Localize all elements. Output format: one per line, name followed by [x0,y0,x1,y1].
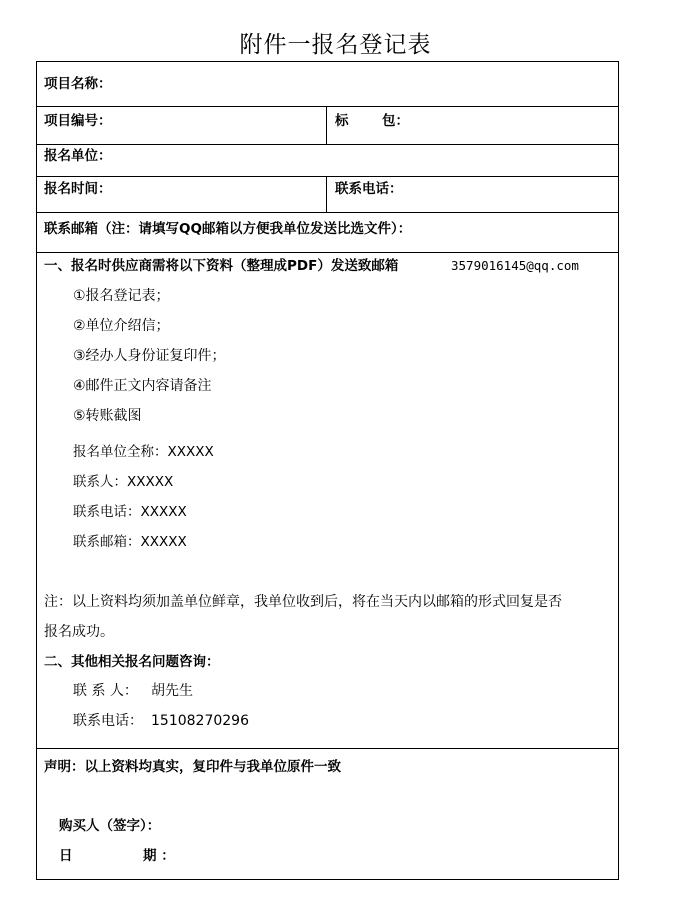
applicant-label: 报名单位： [44,148,112,164]
row-divider [37,252,618,253]
apply-time-label: 报名时间： [44,181,112,197]
column-divider [326,176,327,212]
inquiry-phone-value: 15108270296 [151,713,249,729]
row-divider [37,106,618,107]
footnote-line: 注：以上资料均须加盖单位鲜章，我单位收到后，将在当天内以邮箱的形式回复是否 [44,594,562,610]
date-label: 日 [59,848,73,864]
buyer-signature-label: 购买人（签字）： [59,818,161,834]
project-name-label: 项目名称： [44,76,112,92]
submission-email: 3579016145@qq.com [451,258,579,273]
inquiry-contact-label: 联 系 人： [73,683,138,699]
inquiry-phone-label: 联系电话： [73,713,143,729]
column-divider [326,106,327,144]
requirements-heading: 一、报名时供应商需将以下资料（整理成PDF）发送致邮箱 [44,258,399,274]
inquiry-heading: 二、其他相关报名问题咨询： [44,654,220,670]
contact-phone-label: 联系电话： [335,181,403,197]
date-label-2: 期 ： [143,848,175,864]
email-note-line: 报名单位全称：XXXXX [73,444,214,460]
email-note-line: 联系电话：XXXXX [73,504,187,520]
email-note-line: 联系人：XXXXX [73,474,174,490]
requirement-item: ①报名登记表； [73,288,170,304]
page-title: 附件一报名登记表 [239,32,432,58]
lot-label: 标 [335,113,349,129]
row-divider [37,212,618,213]
requirement-item: ③经办人身份证复印件； [73,348,226,364]
registration-form [36,61,619,880]
row-divider [37,144,618,145]
email-label: 联系邮箱（注：请填写QQ邮箱以方便我单位发送比选文件）： [44,221,412,237]
lot-label-2: 包： [382,113,409,129]
email-note-line: 联系邮箱：XXXXX [73,534,187,550]
project-number-label: 项目编号： [44,113,112,129]
declaration-statement: 声明：以上资料均真实，复印件与我单位原件一致 [44,759,341,775]
requirement-item: ④邮件正文内容请备注 [73,378,212,394]
row-divider [37,176,618,177]
row-divider [37,748,618,749]
requirement-item: ⑤转账截图 [73,408,142,424]
footnote-line: 报名成功。 [44,624,114,640]
requirement-item: ②单位介绍信； [73,318,170,334]
inquiry-contact-value: 胡先生 [151,683,193,699]
